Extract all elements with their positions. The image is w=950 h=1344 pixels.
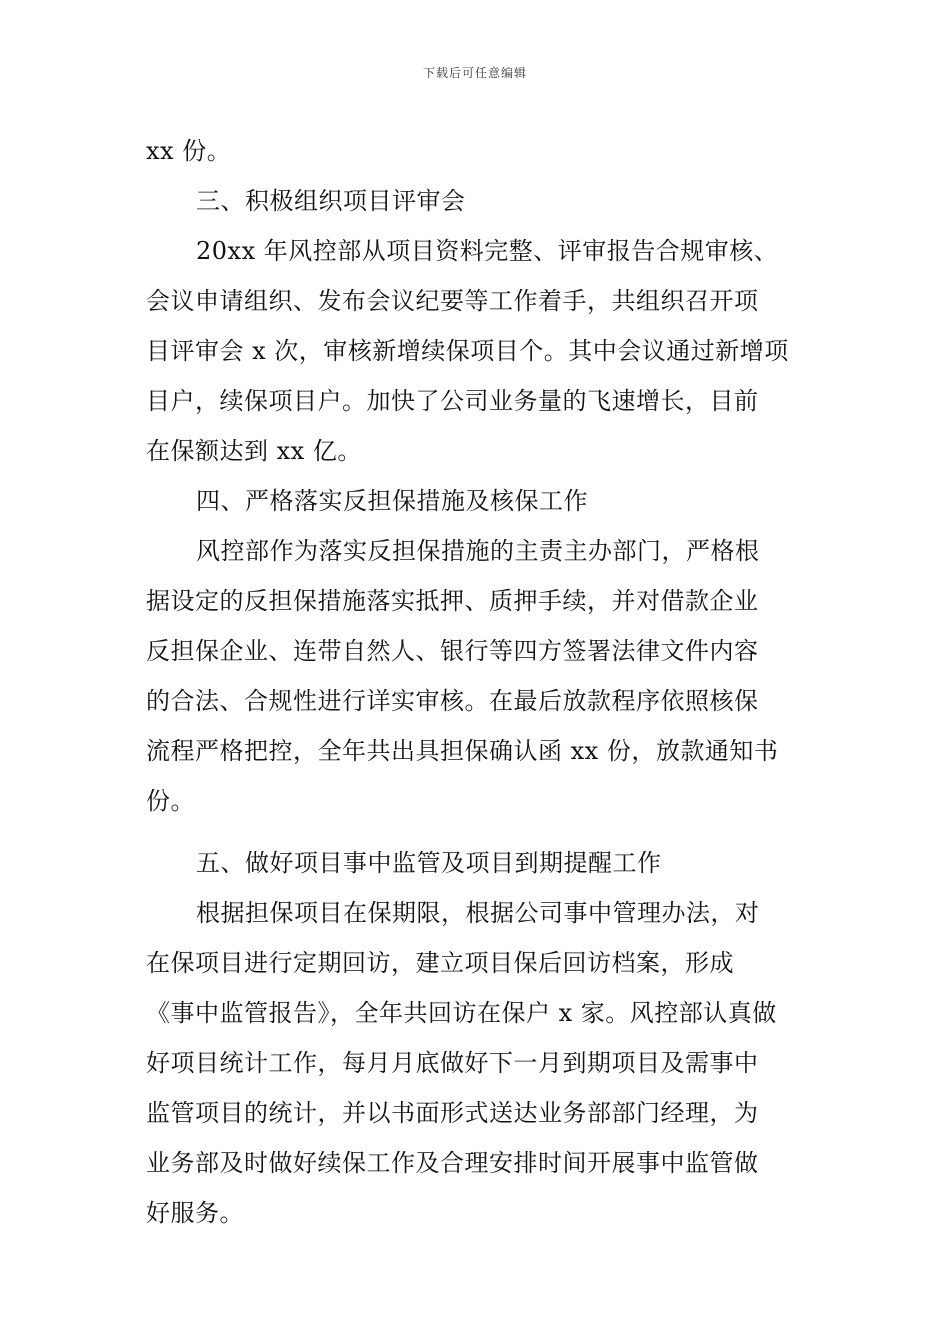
body-line: xx 份。 <box>146 137 232 165</box>
body-line: 的合法、合规性进行详实审核。在最后放款程序依照核保 <box>146 687 759 715</box>
paragraph-first-line: 根据担保项目在保期限，根据公司事中管理办法，对 <box>196 899 760 927</box>
paragraph-first-line: 20xx 年风控部从项目资料完整、评审报告合规审核、 <box>196 237 779 265</box>
body-line: 《事中监管报告》，全年共回访在保户 x 家。风控部认真做 <box>146 999 777 1027</box>
body-line: 反担保企业、连带自然人、银行等四方签署法律文件内容 <box>146 637 759 665</box>
body-line: 在保项目进行定期回访，建立项目保后回访档案，形成 <box>146 949 734 977</box>
body-line: 在保额达到 xx 亿。 <box>146 437 362 465</box>
body-line: 业务部及时做好续保工作及合理安排时间开展事中监管做 <box>146 1149 759 1177</box>
body-line: 好服务。 <box>146 1199 244 1227</box>
body-line: 份。 <box>146 787 195 815</box>
section-heading: 三、积极组织项目评审会 <box>196 187 466 215</box>
section-heading: 五、做好项目事中监管及项目到期提醒工作 <box>196 849 662 877</box>
body-line: 监管项目的统计，并以书面形式送达业务部部门经理，为 <box>146 1099 759 1127</box>
body-line: 好项目统计工作，每月月底做好下一月到期项目及需事中 <box>146 1049 759 1077</box>
section-heading: 四、严格落实反担保措施及核保工作 <box>196 487 588 515</box>
body-line: 会议申请组织、发布会议纪要等工作着手，共组织召开项 <box>146 287 759 315</box>
page-header: 下载后可任意编辑 <box>422 66 527 80</box>
paragraph-first-line: 风控部作为落实反担保措施的主责主办部门，严格根 <box>196 537 760 565</box>
body-line: 目户，续保项目户。加快了公司业务量的飞速增长，目前 <box>146 387 759 415</box>
body-line: 目评审会 x 次，审核新增续保项目个。其中会议通过新增项 <box>146 337 789 365</box>
document-body <box>146 126 811 1238</box>
body-line: 流程严格把控，全年共出具担保确认函 xx 份，放款通知书 <box>146 737 779 765</box>
body-line: 据设定的反担保措施落实抵押、质押手续，并对借款企业 <box>146 587 759 615</box>
